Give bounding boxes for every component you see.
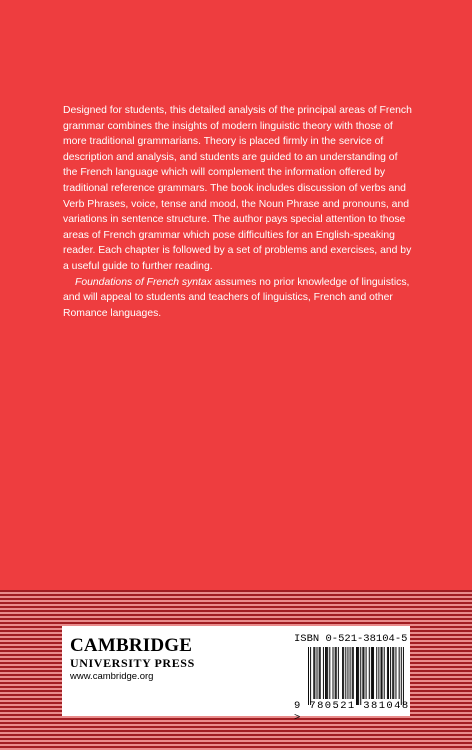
isbn-label: ISBN 0-521-38104-5 bbox=[294, 633, 408, 645]
barcode-bar bbox=[360, 647, 361, 705]
barcode-bar bbox=[357, 647, 358, 705]
barcode-bar bbox=[338, 647, 339, 699]
barcode-bar bbox=[345, 647, 346, 699]
barcode-bar bbox=[308, 647, 309, 705]
back-cover-blurb bbox=[63, 103, 413, 321]
barcode-bar bbox=[329, 647, 330, 699]
barcode-bar bbox=[343, 647, 344, 699]
barcode-bar bbox=[393, 647, 394, 699]
barcode-bar bbox=[388, 647, 389, 699]
barcode-bar bbox=[369, 647, 370, 699]
barcode-bar bbox=[399, 647, 400, 699]
barcode-bar bbox=[356, 647, 357, 705]
book-title: Foundations of French syntax bbox=[75, 276, 212, 288]
barcode-bar bbox=[347, 647, 348, 699]
barcode-bar bbox=[342, 647, 343, 699]
barcode-bar bbox=[392, 647, 393, 699]
barcode-bar bbox=[320, 647, 321, 699]
barcode-bar bbox=[384, 647, 385, 699]
barcode-bar bbox=[335, 647, 336, 699]
barcode-icon bbox=[308, 647, 404, 705]
barcode-bar bbox=[326, 647, 327, 699]
barcode-digits: 9 780521 381048 > bbox=[294, 700, 410, 724]
barcode-bar bbox=[350, 647, 351, 699]
publisher-url: www.cambridge.org bbox=[70, 671, 154, 682]
barcode-bar bbox=[323, 647, 324, 699]
publisher-subname: UNIVERSITY PRESS bbox=[70, 656, 195, 670]
barcode-bar bbox=[372, 647, 373, 699]
blurb-paragraph-2-text: assumes no prior knowledge of linguistics, and will appeal to students and teachers of linguistics, French and other Romance languages. bbox=[63, 276, 410, 319]
barcode-bar bbox=[373, 647, 374, 699]
barcode-bar bbox=[319, 647, 320, 699]
barcode-bar bbox=[325, 647, 326, 699]
barcode-bar bbox=[382, 647, 383, 699]
publisher-logo bbox=[70, 636, 195, 683]
barcode-bar bbox=[327, 647, 328, 699]
barcode-bar bbox=[403, 647, 404, 705]
barcode-bar bbox=[313, 647, 314, 699]
barcode-bar bbox=[376, 647, 377, 699]
barcode-bar bbox=[387, 647, 388, 699]
blurb-paragraph-1: Designed for students, this detailed analysis of the principal areas of French grammar combines the insights of modern linguistic theory with those of more traditional grammarians. Theory is placed firmly in the service of description and analysis, and students are guided to an understanding of the French language which will complement the information offered by traditional reference grammars. The book includes discussion of verbs and Verb Phrases, voice, tense and mood, the Noun Phrase and pronouns, and variations in sentence structure. The author pays special attention to those areas of French grammar which pose difficulties for an English-speaking reader. Each chapter is followed by a set of problems and exercises, and by a useful guide to further reading. bbox=[63, 105, 412, 272]
barcode-bar bbox=[310, 647, 311, 705]
publisher-name: CAMBRIDGE bbox=[70, 635, 193, 656]
barcode-bar bbox=[363, 647, 364, 699]
barcode-bar bbox=[381, 647, 382, 699]
barcode-bar bbox=[358, 647, 359, 705]
barcode-bar bbox=[336, 647, 337, 699]
barcode-bar bbox=[314, 647, 315, 699]
barcode-bar bbox=[371, 647, 372, 699]
barcode-bar bbox=[390, 647, 391, 699]
barcode-bar bbox=[317, 647, 318, 699]
barcode-bar bbox=[366, 647, 367, 699]
barcode-bar bbox=[378, 647, 379, 699]
barcode-bar bbox=[353, 647, 354, 699]
blurb-paragraph-2 bbox=[63, 275, 413, 322]
barcode-bar bbox=[401, 647, 402, 705]
barcode-bar bbox=[362, 647, 363, 699]
barcode-bar bbox=[352, 647, 353, 699]
publisher-barcode-panel bbox=[62, 626, 410, 724]
barcode-bar bbox=[333, 647, 334, 699]
barcode-bar bbox=[395, 647, 396, 699]
